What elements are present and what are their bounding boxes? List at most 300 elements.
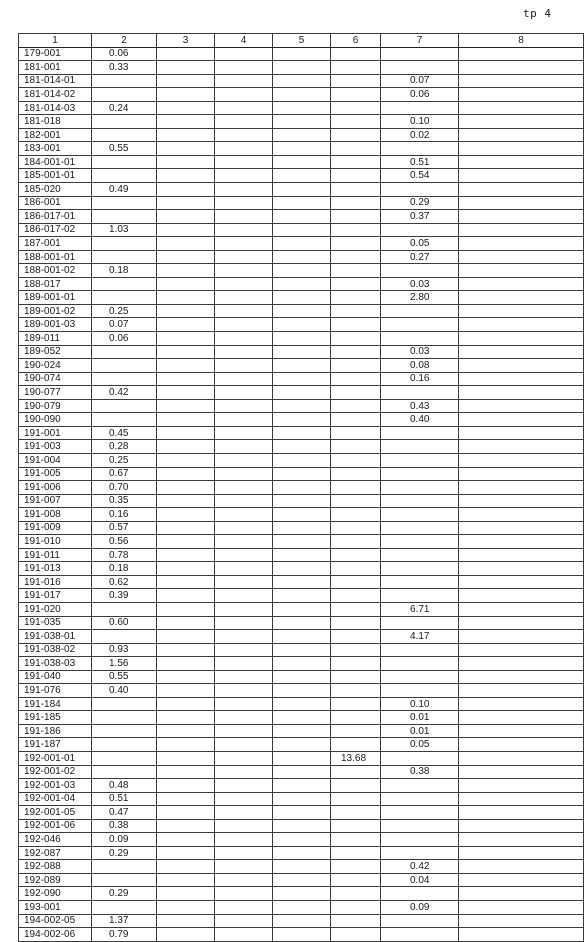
cell-col-7: [381, 562, 459, 576]
cell-col-4: [215, 345, 273, 359]
cell-col-1: 191-008: [19, 508, 92, 522]
cell-col-4: [215, 169, 273, 183]
cell-col-1: 191-017: [19, 589, 92, 603]
cell-col-7: [381, 467, 459, 481]
cell-col-8: [459, 386, 584, 400]
cell-col-8: [459, 399, 584, 413]
cell-col-5: [273, 440, 331, 454]
cell-col-6: [331, 738, 381, 752]
table-row: [19, 914, 584, 928]
cell-col-5: [273, 101, 331, 115]
cell-col-8: [459, 155, 584, 169]
cell-col-8: [459, 792, 584, 806]
cell-col-2: [92, 250, 157, 264]
cell-col-3: [157, 426, 215, 440]
cell-col-8: [459, 751, 584, 765]
cell-col-8: [459, 711, 584, 725]
cell-col-5: [273, 237, 331, 251]
cell-col-3: [157, 765, 215, 779]
table-row: [19, 846, 584, 860]
cell-col-4: [215, 765, 273, 779]
cell-col-7: [381, 806, 459, 820]
cell-col-8: [459, 183, 584, 197]
cell-col-8: [459, 250, 584, 264]
cell-col-3: [157, 237, 215, 251]
cell-col-1: 192-088: [19, 860, 92, 874]
cell-col-5: [273, 575, 331, 589]
cell-col-8: [459, 697, 584, 711]
table-row: [19, 657, 584, 671]
cell-col-6: [331, 88, 381, 102]
cell-col-3: [157, 128, 215, 142]
cell-col-2: [92, 751, 157, 765]
cell-col-5: [273, 521, 331, 535]
cell-col-7: [381, 183, 459, 197]
cell-col-3: [157, 345, 215, 359]
cell-col-4: [215, 630, 273, 644]
column-header: 8: [459, 34, 584, 48]
cell-col-8: [459, 494, 584, 508]
cell-col-4: [215, 237, 273, 251]
table-row: [19, 860, 584, 874]
cell-col-2: [92, 359, 157, 373]
cell-col-4: [215, 304, 273, 318]
cell-col-4: [215, 738, 273, 752]
table-row: [19, 779, 584, 793]
cell-col-6: [331, 873, 381, 887]
cell-col-6: [331, 575, 381, 589]
cell-col-1: 194-002-06: [19, 928, 92, 942]
cell-col-5: [273, 602, 331, 616]
cell-col-3: [157, 657, 215, 671]
cell-col-4: [215, 562, 273, 576]
cell-col-4: [215, 88, 273, 102]
cell-col-2: 0.39: [92, 589, 157, 603]
cell-col-3: [157, 318, 215, 332]
cell-col-3: [157, 697, 215, 711]
cell-col-4: [215, 332, 273, 346]
cell-col-6: [331, 914, 381, 928]
cell-col-8: [459, 575, 584, 589]
table-row: [19, 481, 584, 495]
cell-col-1: 191-007: [19, 494, 92, 508]
cell-col-5: [273, 115, 331, 129]
cell-col-7: 0.37: [381, 210, 459, 224]
table-row: [19, 74, 584, 88]
cell-col-5: [273, 548, 331, 562]
cell-col-1: 191-186: [19, 724, 92, 738]
data-table: [18, 33, 584, 942]
cell-col-7: [381, 304, 459, 318]
cell-col-2: 0.47: [92, 806, 157, 820]
cell-col-8: [459, 643, 584, 657]
table-row: [19, 196, 584, 210]
cell-col-1: 183-001: [19, 142, 92, 156]
cell-col-2: 0.06: [92, 47, 157, 61]
cell-col-1: 191-006: [19, 481, 92, 495]
cell-col-3: [157, 155, 215, 169]
cell-col-5: [273, 413, 331, 427]
cell-col-4: [215, 643, 273, 657]
cell-col-8: [459, 779, 584, 793]
cell-col-1: 191-076: [19, 684, 92, 698]
cell-col-2: [92, 169, 157, 183]
cell-col-2: [92, 697, 157, 711]
table-row: [19, 426, 584, 440]
table-body: [19, 47, 584, 941]
cell-col-1: 191-020: [19, 602, 92, 616]
cell-col-7: [381, 494, 459, 508]
cell-col-3: [157, 819, 215, 833]
cell-col-1: 191-016: [19, 575, 92, 589]
cell-col-1: 189-001-02: [19, 304, 92, 318]
table-row: [19, 101, 584, 115]
cell-col-2: 0.06: [92, 332, 157, 346]
cell-col-1: 192-090: [19, 887, 92, 901]
cell-col-5: [273, 873, 331, 887]
cell-col-6: [331, 277, 381, 291]
cell-col-8: [459, 467, 584, 481]
cell-col-3: [157, 386, 215, 400]
table-row: [19, 304, 584, 318]
cell-col-2: [92, 155, 157, 169]
cell-col-1: 190-079: [19, 399, 92, 413]
cell-col-6: [331, 332, 381, 346]
cell-col-5: [273, 751, 331, 765]
cell-col-5: [273, 928, 331, 942]
table-row: [19, 345, 584, 359]
table-row: [19, 548, 584, 562]
table-row: [19, 318, 584, 332]
cell-col-5: [273, 724, 331, 738]
cell-col-4: [215, 413, 273, 427]
table-row: [19, 711, 584, 725]
cell-col-5: [273, 562, 331, 576]
cell-col-4: [215, 481, 273, 495]
cell-col-1: 192-087: [19, 846, 92, 860]
cell-col-4: [215, 359, 273, 373]
column-header: 1: [19, 34, 92, 48]
cell-col-7: [381, 589, 459, 603]
table-row: [19, 887, 584, 901]
cell-col-8: [459, 304, 584, 318]
table-row: [19, 88, 584, 102]
cell-col-3: [157, 630, 215, 644]
cell-col-3: [157, 372, 215, 386]
cell-col-7: [381, 426, 459, 440]
table-row: [19, 724, 584, 738]
cell-col-6: [331, 304, 381, 318]
cell-col-8: [459, 345, 584, 359]
cell-col-6: [331, 386, 381, 400]
cell-col-7: [381, 332, 459, 346]
cell-col-4: [215, 548, 273, 562]
cell-col-5: [273, 779, 331, 793]
cell-col-8: [459, 128, 584, 142]
cell-col-4: [215, 467, 273, 481]
cell-col-2: 0.67: [92, 467, 157, 481]
cell-col-5: [273, 697, 331, 711]
cell-col-6: [331, 657, 381, 671]
cell-col-5: [273, 833, 331, 847]
cell-col-6: [331, 74, 381, 88]
cell-col-8: [459, 724, 584, 738]
cell-col-6: [331, 264, 381, 278]
table-row: [19, 535, 584, 549]
cell-col-4: [215, 860, 273, 874]
cell-col-3: [157, 792, 215, 806]
cell-col-2: 0.18: [92, 562, 157, 576]
cell-col-4: [215, 928, 273, 942]
cell-col-8: [459, 548, 584, 562]
cell-col-4: [215, 210, 273, 224]
cell-col-1: 192-046: [19, 833, 92, 847]
cell-col-5: [273, 792, 331, 806]
cell-col-8: [459, 169, 584, 183]
cell-col-3: [157, 751, 215, 765]
cell-col-4: [215, 697, 273, 711]
table-row: [19, 169, 584, 183]
cell-col-6: [331, 697, 381, 711]
cell-col-5: [273, 74, 331, 88]
cell-col-3: [157, 453, 215, 467]
cell-col-7: 0.16: [381, 372, 459, 386]
cell-col-7: 0.51: [381, 155, 459, 169]
cell-col-6: [331, 453, 381, 467]
cell-col-4: [215, 833, 273, 847]
table-row: [19, 562, 584, 576]
cell-col-3: [157, 210, 215, 224]
table-row: [19, 142, 584, 156]
cell-col-2: 0.16: [92, 508, 157, 522]
table-row: [19, 210, 584, 224]
cell-col-8: [459, 819, 584, 833]
cell-col-2: [92, 738, 157, 752]
cell-col-2: [92, 873, 157, 887]
cell-col-4: [215, 819, 273, 833]
cell-col-6: [331, 47, 381, 61]
cell-col-1: 191-184: [19, 697, 92, 711]
cell-col-5: [273, 426, 331, 440]
cell-col-7: [381, 657, 459, 671]
cell-col-1: 192-001-01: [19, 751, 92, 765]
cell-col-5: [273, 318, 331, 332]
cell-col-2: 0.55: [92, 670, 157, 684]
cell-col-8: [459, 873, 584, 887]
cell-col-4: [215, 386, 273, 400]
cell-col-4: [215, 142, 273, 156]
cell-col-8: [459, 74, 584, 88]
cell-col-7: 2.80: [381, 291, 459, 305]
cell-col-6: [331, 440, 381, 454]
cell-col-1: 182-001: [19, 128, 92, 142]
cell-col-8: [459, 291, 584, 305]
cell-col-3: [157, 399, 215, 413]
cell-col-3: [157, 291, 215, 305]
cell-col-1: 188-001-01: [19, 250, 92, 264]
cell-col-3: [157, 61, 215, 75]
cell-col-7: [381, 819, 459, 833]
cell-col-2: 0.45: [92, 426, 157, 440]
table-row: [19, 589, 584, 603]
cell-col-1: 191-011: [19, 548, 92, 562]
cell-col-2: 0.24: [92, 101, 157, 115]
cell-col-5: [273, 359, 331, 373]
table-row: [19, 359, 584, 373]
cell-col-5: [273, 155, 331, 169]
cell-col-6: [331, 779, 381, 793]
cell-col-2: [92, 128, 157, 142]
cell-col-8: [459, 47, 584, 61]
column-header: 5: [273, 34, 331, 48]
table-row: [19, 183, 584, 197]
cell-col-3: [157, 589, 215, 603]
cell-col-2: [92, 196, 157, 210]
cell-col-5: [273, 630, 331, 644]
cell-col-3: [157, 914, 215, 928]
cell-col-2: [92, 399, 157, 413]
table-row: [19, 223, 584, 237]
cell-col-8: [459, 372, 584, 386]
table-row: [19, 684, 584, 698]
cell-col-4: [215, 602, 273, 616]
cell-col-4: [215, 724, 273, 738]
cell-col-2: 0.40: [92, 684, 157, 698]
cell-col-8: [459, 318, 584, 332]
cell-col-6: [331, 521, 381, 535]
cell-col-4: [215, 426, 273, 440]
cell-col-5: [273, 183, 331, 197]
column-header: 6: [331, 34, 381, 48]
cell-col-1: 191-038-01: [19, 630, 92, 644]
cell-col-7: 0.43: [381, 399, 459, 413]
cell-col-7: [381, 264, 459, 278]
cell-col-4: [215, 887, 273, 901]
cell-col-7: [381, 792, 459, 806]
cell-col-8: [459, 914, 584, 928]
cell-col-5: [273, 535, 331, 549]
cell-col-6: [331, 101, 381, 115]
cell-col-2: 0.70: [92, 481, 157, 495]
cell-col-3: [157, 223, 215, 237]
cell-col-4: [215, 250, 273, 264]
cell-col-6: [331, 494, 381, 508]
table-row: [19, 467, 584, 481]
cell-col-5: [273, 61, 331, 75]
cell-col-2: [92, 630, 157, 644]
cell-col-1: 181-014-03: [19, 101, 92, 115]
cell-col-4: [215, 901, 273, 915]
cell-col-2: [92, 711, 157, 725]
cell-col-5: [273, 481, 331, 495]
cell-col-8: [459, 264, 584, 278]
table-row: [19, 440, 584, 454]
cell-col-8: [459, 562, 584, 576]
table-row: [19, 155, 584, 169]
cell-col-7: 0.05: [381, 237, 459, 251]
cell-col-1: 186-017-01: [19, 210, 92, 224]
table-row: [19, 738, 584, 752]
cell-col-3: [157, 562, 215, 576]
cell-col-8: [459, 332, 584, 346]
cell-col-6: [331, 535, 381, 549]
table-row: [19, 399, 584, 413]
header-row: [19, 34, 584, 48]
table-row: [19, 453, 584, 467]
cell-col-8: [459, 833, 584, 847]
cell-col-7: 0.08: [381, 359, 459, 373]
cell-col-1: 191-009: [19, 521, 92, 535]
cell-col-7: [381, 318, 459, 332]
cell-col-4: [215, 155, 273, 169]
cell-col-7: 0.42: [381, 860, 459, 874]
cell-col-2: 0.07: [92, 318, 157, 332]
cell-col-8: [459, 765, 584, 779]
cell-col-5: [273, 277, 331, 291]
table-row: [19, 47, 584, 61]
cell-col-1: 191-003: [19, 440, 92, 454]
cell-col-2: [92, 413, 157, 427]
cell-col-2: [92, 291, 157, 305]
cell-col-5: [273, 616, 331, 630]
cell-col-7: [381, 453, 459, 467]
cell-col-5: [273, 142, 331, 156]
cell-col-6: [331, 142, 381, 156]
cell-col-5: [273, 670, 331, 684]
cell-col-8: [459, 657, 584, 671]
cell-col-2: [92, 345, 157, 359]
cell-col-3: [157, 670, 215, 684]
cell-col-4: [215, 508, 273, 522]
cell-col-7: [381, 521, 459, 535]
cell-col-3: [157, 508, 215, 522]
cell-col-4: [215, 914, 273, 928]
cell-col-3: [157, 901, 215, 915]
cell-col-1: 191-005: [19, 467, 92, 481]
cell-col-5: [273, 711, 331, 725]
cell-col-7: 0.29: [381, 196, 459, 210]
cell-col-5: [273, 887, 331, 901]
cell-col-5: [273, 684, 331, 698]
cell-col-6: [331, 508, 381, 522]
cell-col-3: [157, 183, 215, 197]
table-row: [19, 332, 584, 346]
cell-col-1: 190-077: [19, 386, 92, 400]
cell-col-1: 192-089: [19, 873, 92, 887]
cell-col-6: [331, 481, 381, 495]
cell-col-5: [273, 169, 331, 183]
cell-col-2: [92, 860, 157, 874]
cell-col-4: [215, 128, 273, 142]
cell-col-3: [157, 196, 215, 210]
cell-col-1: 188-001-02: [19, 264, 92, 278]
cell-col-4: [215, 399, 273, 413]
cell-col-2: [92, 74, 157, 88]
cell-col-1: 185-001-01: [19, 169, 92, 183]
cell-col-6: 13.68: [331, 751, 381, 765]
cell-col-3: [157, 724, 215, 738]
cell-col-2: [92, 88, 157, 102]
cell-col-7: 0.03: [381, 345, 459, 359]
cell-col-4: [215, 792, 273, 806]
cell-col-5: [273, 291, 331, 305]
cell-col-6: [331, 846, 381, 860]
cell-col-7: [381, 101, 459, 115]
cell-col-1: 191-010: [19, 535, 92, 549]
cell-col-8: [459, 426, 584, 440]
cell-col-7: [381, 643, 459, 657]
cell-col-5: [273, 128, 331, 142]
